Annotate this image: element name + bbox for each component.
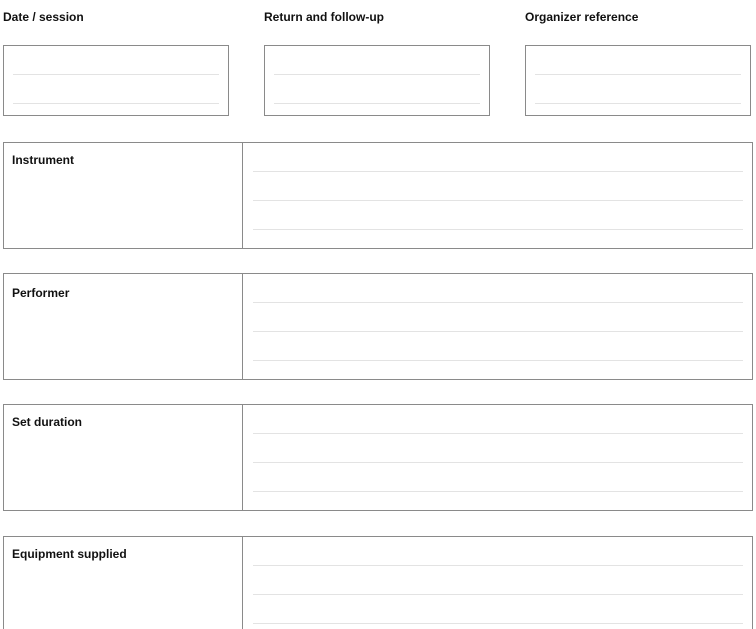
- set-duration-field[interactable]: [244, 405, 752, 510]
- writing-line: [253, 565, 743, 566]
- performer-field[interactable]: [244, 274, 752, 379]
- set-duration-label-cell: [4, 405, 243, 510]
- date-session-field[interactable]: [3, 45, 229, 116]
- writing-line: [274, 74, 480, 75]
- set-duration-label: Set duration: [12, 415, 83, 429]
- writing-line: [253, 171, 743, 172]
- instrument-label: Instrument: [12, 153, 75, 167]
- organizer-reference-label: Organizer reference: [525, 10, 639, 24]
- writing-line: [253, 229, 743, 230]
- equipment-supplied-row: [3, 536, 753, 629]
- writing-line: [535, 74, 741, 75]
- writing-line: [253, 200, 743, 201]
- instrument-row: [3, 142, 753, 249]
- instrument-field[interactable]: [244, 143, 752, 248]
- equipment-supplied-label: Equipment supplied: [12, 547, 127, 561]
- return-follow-up-label: Return and follow-up: [264, 10, 384, 24]
- organizer-reference-field[interactable]: [525, 45, 751, 116]
- performer-label-cell: [4, 274, 243, 379]
- writing-line: [253, 302, 743, 303]
- equipment-supplied-label-cell: [4, 537, 243, 629]
- writing-line: [274, 103, 480, 104]
- set-duration-row: [3, 404, 753, 511]
- instrument-label-cell: [4, 143, 243, 248]
- writing-line: [13, 103, 219, 104]
- writing-line: [253, 462, 743, 463]
- writing-line: [253, 491, 743, 492]
- writing-line: [13, 74, 219, 75]
- performer-row: [3, 273, 753, 380]
- date-session-label: Date / session: [3, 10, 84, 24]
- equipment-supplied-field[interactable]: [244, 537, 752, 629]
- writing-line: [253, 433, 743, 434]
- writing-line: [253, 594, 743, 595]
- writing-line: [253, 331, 743, 332]
- return-follow-up-field[interactable]: [264, 45, 490, 116]
- performer-label: Performer: [12, 286, 70, 300]
- writing-line: [535, 103, 741, 104]
- writing-line: [253, 360, 743, 361]
- writing-line: [253, 623, 743, 624]
